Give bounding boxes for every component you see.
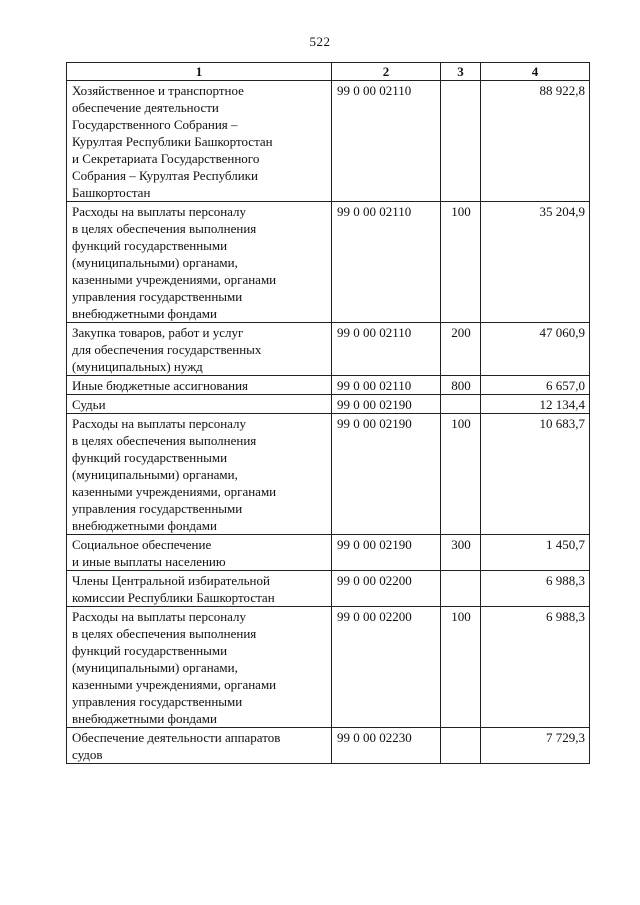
row-name-cell: Хозяйственное и транспортное обеспечение деятельности Государственного Собрания – Курултая Республики Башкортостан и Секретариата Государственного Собрания – Курултая Республики Башкортостан bbox=[67, 81, 332, 202]
table-row bbox=[67, 81, 590, 202]
row-amount-cell: 1 450,7 bbox=[481, 535, 590, 571]
row-code-cell: 99 0 00 02200 bbox=[332, 607, 441, 728]
row-code-cell: 99 0 00 02190 bbox=[332, 395, 441, 414]
row-code-cell: 99 0 00 02110 bbox=[332, 376, 441, 395]
row-amount-cell: 12 134,4 bbox=[481, 395, 590, 414]
row-code-cell: 99 0 00 02110 bbox=[332, 81, 441, 202]
row-amount-cell: 35 204,9 bbox=[481, 202, 590, 323]
row-type-cell bbox=[441, 395, 481, 414]
table-row bbox=[67, 202, 590, 323]
budget-table bbox=[66, 62, 590, 764]
row-type-cell: 800 bbox=[441, 376, 481, 395]
table-row bbox=[67, 323, 590, 376]
row-amount-cell: 6 988,3 bbox=[481, 571, 590, 607]
table-row bbox=[67, 414, 590, 535]
row-type-cell bbox=[441, 81, 481, 202]
row-type-cell: 100 bbox=[441, 414, 481, 535]
row-amount-cell: 6 657,0 bbox=[481, 376, 590, 395]
row-name-cell: Расходы на выплаты персоналу в целях обеспечения выполнения функций государственными (муниципальными) органами, казенными учреждениями, органами управления государственными внебюджетными фондами bbox=[67, 202, 332, 323]
row-code-cell: 99 0 00 02110 bbox=[332, 323, 441, 376]
row-amount-cell: 7 729,3 bbox=[481, 728, 590, 764]
row-name-cell: Члены Центральной избирательной комиссии Республики Башкортостан bbox=[67, 571, 332, 607]
page-number: 522 bbox=[309, 34, 331, 49]
row-name-cell: Социальное обеспечение и иные выплаты населению bbox=[67, 535, 332, 571]
row-amount-cell: 6 988,3 bbox=[481, 607, 590, 728]
column-header-3: 3 bbox=[441, 63, 481, 81]
row-type-cell bbox=[441, 571, 481, 607]
table-row bbox=[67, 571, 590, 607]
row-type-cell: 100 bbox=[441, 202, 481, 323]
row-type-cell: 200 bbox=[441, 323, 481, 376]
column-header-4: 4 bbox=[481, 63, 590, 81]
row-code-cell: 99 0 00 02230 bbox=[332, 728, 441, 764]
row-amount-cell: 47 060,9 bbox=[481, 323, 590, 376]
row-code-cell: 99 0 00 02190 bbox=[332, 535, 441, 571]
row-name-cell: Иные бюджетные ассигнования bbox=[67, 376, 332, 395]
row-amount-cell: 88 922,8 bbox=[481, 81, 590, 202]
table-row bbox=[67, 607, 590, 728]
row-amount-cell: 10 683,7 bbox=[481, 414, 590, 535]
row-code-cell: 99 0 00 02110 bbox=[332, 202, 441, 323]
table-body bbox=[67, 81, 590, 764]
column-header-2: 2 bbox=[332, 63, 441, 81]
row-code-cell: 99 0 00 02190 bbox=[332, 414, 441, 535]
table-row bbox=[67, 728, 590, 764]
column-header-1: 1 bbox=[67, 63, 332, 81]
row-type-cell bbox=[441, 728, 481, 764]
row-name-cell: Закупка товаров, работ и услуг для обеспечения государственных (муниципальных) нужд bbox=[67, 323, 332, 376]
row-name-cell: Расходы на выплаты персоналу в целях обеспечения выполнения функций государственными (муниципальными) органами, казенными учреждениями, органами управления государственными внебюджетными фондами bbox=[67, 414, 332, 535]
row-name-cell: Обеспечение деятельности аппаратов судов bbox=[67, 728, 332, 764]
row-type-cell: 100 bbox=[441, 607, 481, 728]
table-header bbox=[67, 63, 590, 81]
table-row bbox=[67, 376, 590, 395]
table-row bbox=[67, 395, 590, 414]
row-code-cell: 99 0 00 02200 bbox=[332, 571, 441, 607]
header-row bbox=[67, 63, 590, 81]
table-row bbox=[67, 535, 590, 571]
row-name-cell: Судьи bbox=[67, 395, 332, 414]
row-name-cell: Расходы на выплаты персоналу в целях обеспечения выполнения функций государственными (муниципальными) органами, казенными учреждениями, органами управления государственными внебюджетными фондами bbox=[67, 607, 332, 728]
row-type-cell: 300 bbox=[441, 535, 481, 571]
